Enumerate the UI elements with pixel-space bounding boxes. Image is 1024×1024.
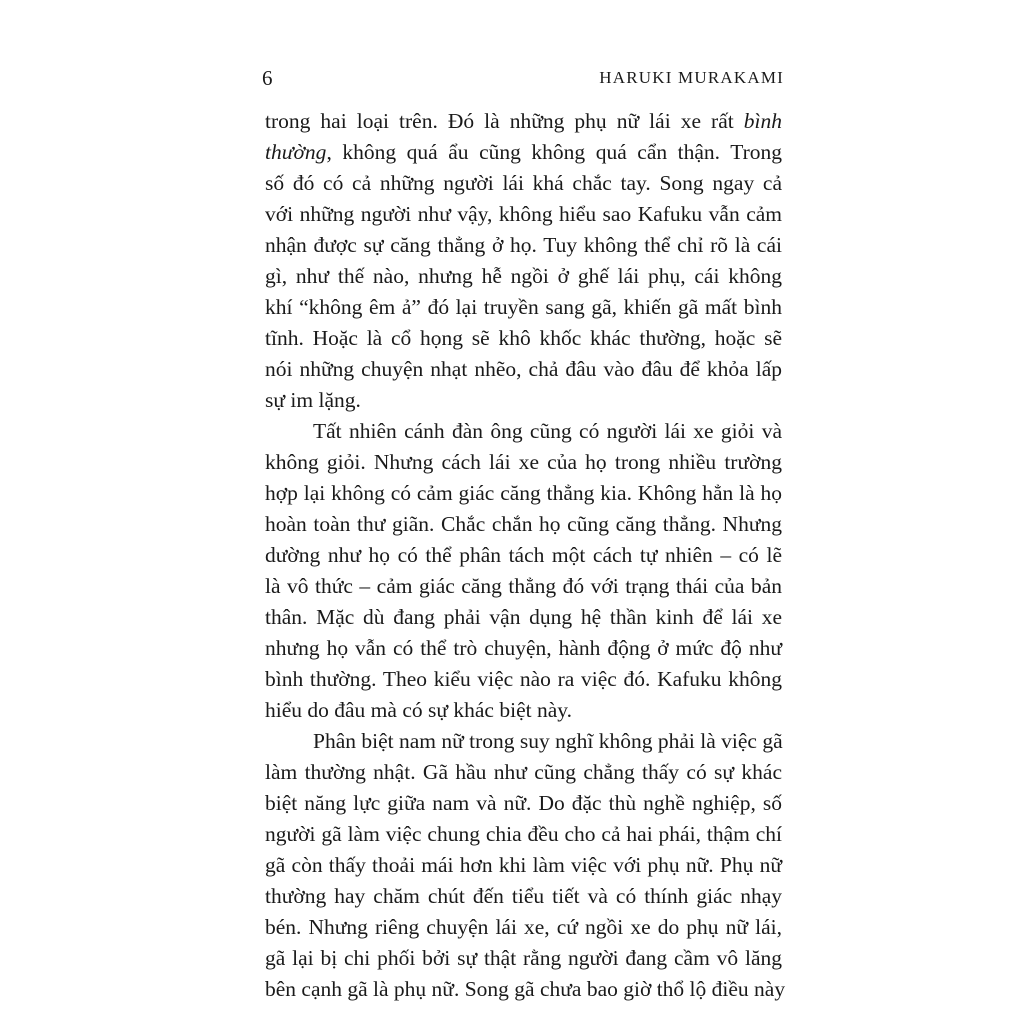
paragraph-first-line: Tất nhiên cánh đàn ông cũng có người lái xe giỏi và bbox=[313, 419, 782, 443]
text-line: nói những chuyện nhạt nhẽo, chả đâu vào đâu để khỏa lấp bbox=[265, 357, 782, 381]
italic-word: thường bbox=[265, 140, 327, 164]
text-line: với những người như vậy, không hiểu sao Kafuku vẫn cảm bbox=[265, 202, 782, 226]
text-line: không giỏi. Nhưng cách lái xe của họ trong nhiều trường bbox=[265, 450, 782, 474]
page-number: 6 bbox=[262, 66, 273, 90]
text-line: khí “không êm ả” đó lại truyền sang gã, khiến gã mất bình bbox=[265, 295, 782, 319]
text-line: nhưng họ vẫn có thể trò chuyện, hành động ở mức độ như bbox=[265, 636, 782, 660]
paragraph-first-line: Phân biệt nam nữ trong suy nghĩ không phải là việc gã bbox=[313, 729, 783, 753]
text-line: biệt năng lực giữa nam và nữ. Do đặc thù nghề nghiệp, số bbox=[265, 791, 782, 815]
text-line: hiểu do đâu mà có sự khác biệt này. bbox=[265, 698, 572, 722]
text-line: gã còn thấy thoải mái hơn khi làm việc với phụ nữ. Phụ nữ bbox=[265, 853, 782, 877]
text-line: làm thường nhật. Gã hầu như cũng chẳng thấy có sự khác bbox=[265, 760, 782, 784]
italic-word: bình bbox=[743, 109, 782, 133]
text-line: người gã làm việc chung chia đều cho cả hai phái, thậm chí bbox=[265, 822, 782, 846]
text-line: gì, như thế nào, nhưng hễ ngồi ở ghế lái phụ, cái không bbox=[265, 264, 782, 288]
text-line: nhận được sự căng thẳng ở họ. Tuy không thể chỉ rõ là cái bbox=[265, 233, 782, 257]
text-line: bình thường. Theo kiểu việc nào ra việc đó. Kafuku không bbox=[265, 667, 782, 691]
text-line: là vô thức – cảm giác căng thẳng đó với trạng thái của bản bbox=[265, 574, 782, 598]
text-line: số đó có cả những người lái khá chắc tay. Song ngay cả bbox=[265, 171, 782, 195]
text-line: thường, không quá ẩu cũng không quá cẩn thận. Trong bbox=[265, 140, 782, 164]
text-line: hoàn toàn thư giãn. Chắc chắn họ cũng căng thẳng. Nhưng bbox=[265, 512, 782, 536]
text-line: thân. Mặc dù đang phải vận dụng hệ thần kinh để lái xe bbox=[265, 605, 782, 629]
text-line: trong hai loại trên. Đó là những phụ nữ lái xe rất bình bbox=[265, 109, 782, 133]
text-line: hợp lại không có cảm giác căng thẳng kia. Không hẳn là họ bbox=[265, 481, 782, 505]
running-head-author: HARUKI MURAKAMI bbox=[599, 68, 784, 87]
text-line: bén. Nhưng riêng chuyện lái xe, cứ ngồi xe do phụ nữ lái, bbox=[265, 915, 782, 939]
text-line: dường như họ có thể phân tách một cách tự nhiên – có lẽ bbox=[265, 543, 782, 567]
text-line: thường hay chăm chút đến tiểu tiết và có thính giác nhạy bbox=[265, 884, 782, 908]
text-line: gã lại bị chi phối bởi sự thật rằng người đang cầm vô lăng bbox=[265, 946, 782, 970]
text-line: bên cạnh gã là phụ nữ. Song gã chưa bao giờ thổ lộ điều này bbox=[265, 977, 786, 1001]
text-line: tĩnh. Hoặc là cổ họng sẽ khô khốc khác thường, hoặc sẽ bbox=[265, 326, 782, 350]
text-line: sự im lặng. bbox=[265, 388, 361, 412]
